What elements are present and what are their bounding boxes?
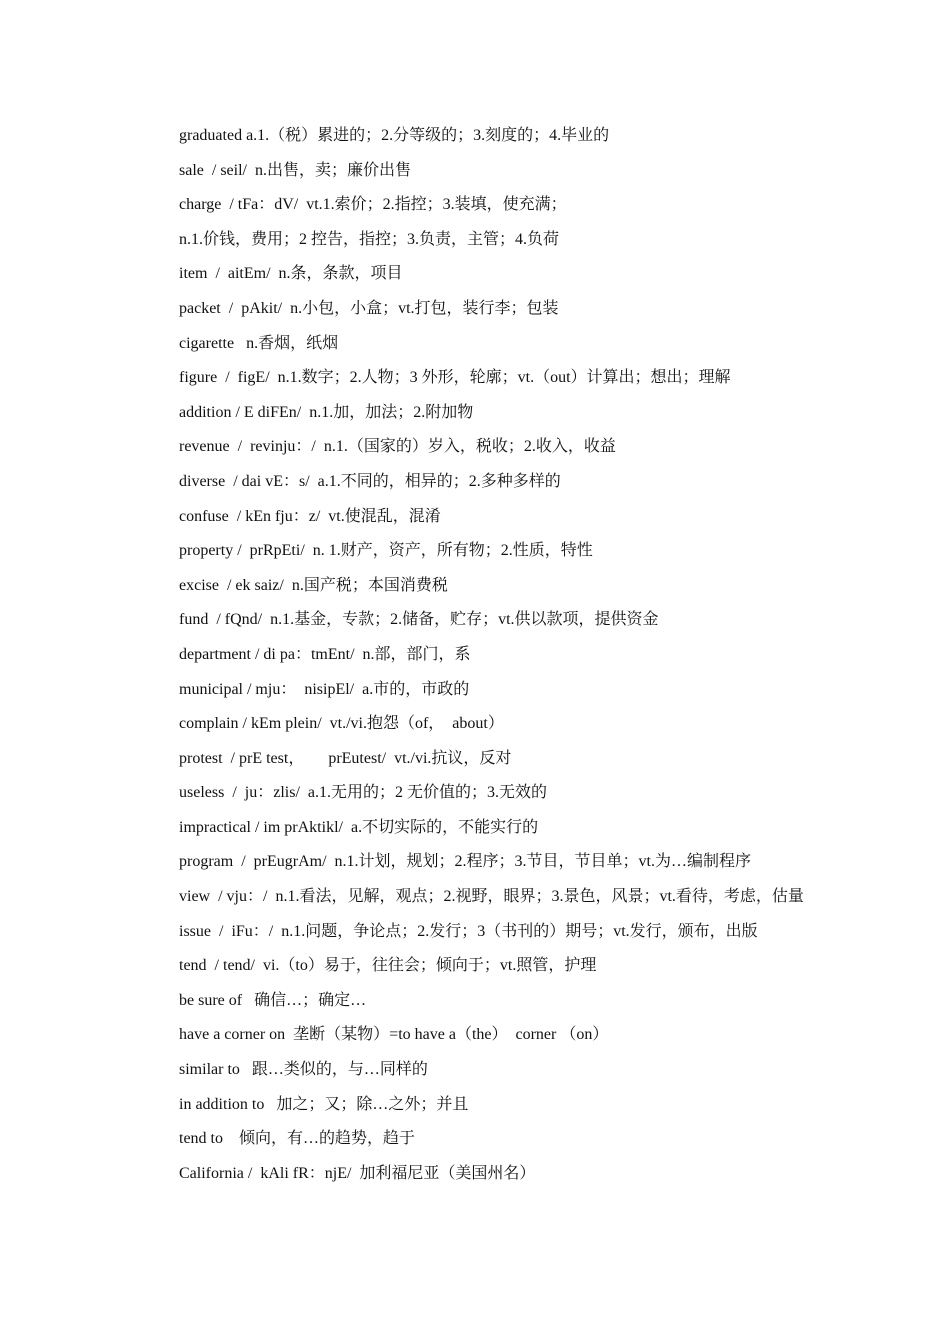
vocab-entry: issue / iFu：/ n.1.问题，争论点；2.发行；3（书刊的）期号；vt.发行，颁布，出版 xyxy=(179,922,758,940)
vocab-entry: protest / prE test， prEutest/ vt./vi.抗议，反对 xyxy=(179,749,512,767)
vocab-entry: item / aitEm/ n.条，条款，项目 xyxy=(179,265,403,283)
vocab-entry: revenue / revinju：/ n.1.（国家的）岁入，税收；2.收入，收益 xyxy=(179,438,616,456)
vocab-entry: n.1.价钱，费用；2 控告，指控；3.负责，主管；4.负荷 xyxy=(179,230,560,248)
vocab-entry: in addition to 加之；又；除…之外；并且 xyxy=(179,1095,469,1113)
vocab-entry: view / vju：/ n.1.看法，见解，观点；2.视野，眼界；3.景色，风景；vt.看待，考虑，估量 xyxy=(179,888,804,906)
vocab-entry: tend to 倾向，有…的趋势，趋于 xyxy=(179,1130,415,1148)
vocab-entry: impractical / im prAktikl/ a.不切实际的，不能实行的 xyxy=(179,818,539,836)
vocab-entry: have a corner on 垄断（某物）=to have a（the） corner （on） xyxy=(179,1026,609,1044)
vocab-entry: property / prRpEti/ n. 1.财产，资产，所有物；2.性质，特性 xyxy=(179,542,593,560)
vocab-entry: California / kAli fR：njE/ 加利福尼亚（美国州名） xyxy=(179,1164,536,1182)
vocab-entry: sale / seil/ n.出售，卖；廉价出售 xyxy=(179,161,411,179)
vocab-entry: charge / tFa：dV/ vt.1.索价；2.指控；3.装填，使充满； xyxy=(179,196,567,214)
vocab-entry: excise / ek saiz/ n.国产税；本国消费税 xyxy=(179,576,448,594)
vocab-entry: cigarette n.香烟，纸烟 xyxy=(179,334,339,352)
vocab-entry: similar to 跟…类似的，与…同样的 xyxy=(179,1061,428,1079)
vocab-entry: addition / E diFEn/ n.1.加，加法；2.附加物 xyxy=(179,403,474,421)
vocab-entry: program / prEugrAm/ n.1.计划，规划；2.程序；3.节目，节目单；vt.为…编制程序 xyxy=(179,853,751,871)
vocab-entry: complain / kEm plein/ vt./vi.抱怨（of， about） xyxy=(179,715,504,733)
vocab-entry: municipal / mju： nisipEl/ a.市的，市政的 xyxy=(179,680,470,698)
vocab-entry: diverse / dai vE：s/ a.1.不同的，相异的；2.多种多样的 xyxy=(179,472,561,490)
vocab-entry: tend / tend/ vi.（to）易于，往往会；倾向于；vt.照管，护理 xyxy=(179,957,597,975)
vocab-entry: graduated a.1.（税）累进的；2.分等级的；3.刻度的；4.毕业的 xyxy=(179,127,610,144)
vocabulary-list xyxy=(179,124,819,1196)
vocab-entry: department / di pa：tmEnt/ n.部，部门，系 xyxy=(179,645,471,663)
vocab-entry: useless / ju：zlis/ a.1.无用的；2 无价值的；3.无效的 xyxy=(179,784,547,802)
vocab-entry: packet / pAkit/ n.小包，小盒；vt.打包，装行李；包装 xyxy=(179,299,559,317)
vocab-entry: confuse / kEn fju：z/ vt.使混乱，混淆 xyxy=(179,507,441,525)
vocab-entry: be sure of 确信…；确定… xyxy=(179,991,367,1009)
vocab-entry: fund / fQnd/ n.1.基金，专款；2.储备，贮存；vt.供以款项，提供资金 xyxy=(179,611,659,629)
vocab-entry: figure / figE/ n.1.数字；2.人物；3 外形，轮廓；vt.（out）计算出；想出；理解 xyxy=(179,369,731,387)
